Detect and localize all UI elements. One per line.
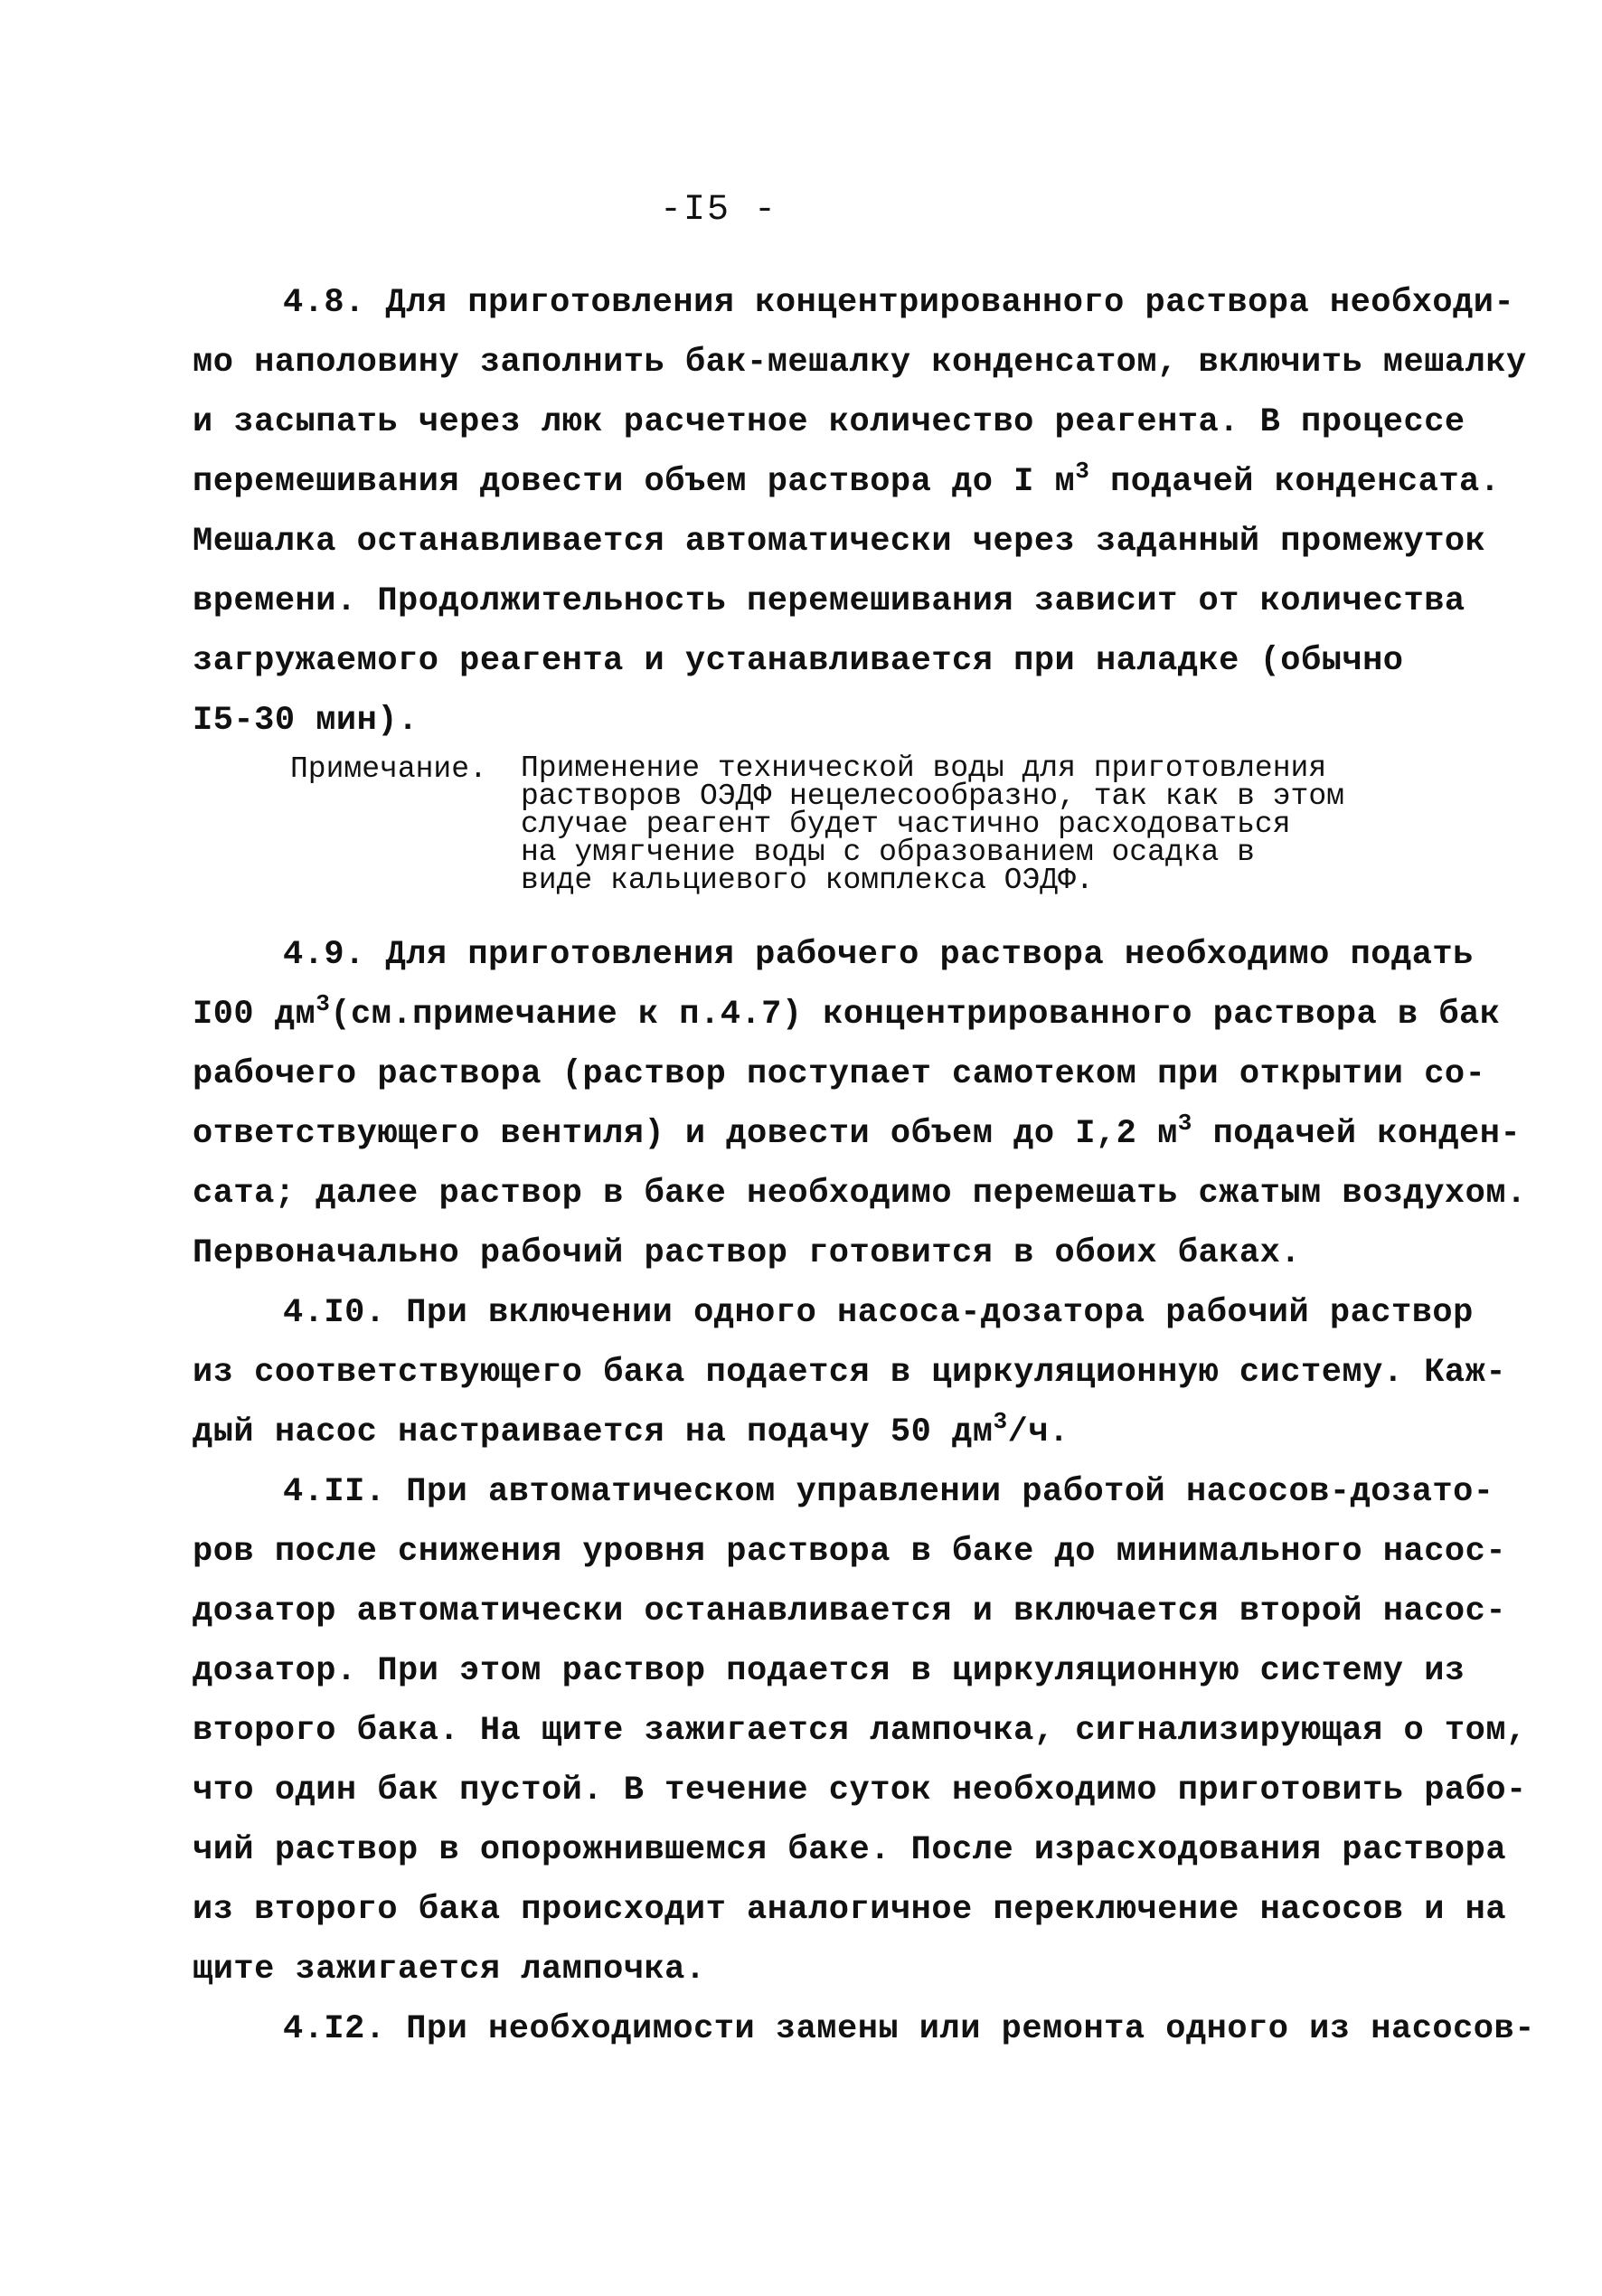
note-line: Применение технической воды для приготовления bbox=[521, 751, 1327, 785]
paragraph-line: мо наполовину заполнить бак-мешалку конденсатом, включить мешалку bbox=[193, 344, 1527, 382]
line-text: подачей конденсата. bbox=[1089, 463, 1501, 501]
paragraph-4-12 bbox=[193, 1999, 1535, 2059]
page-number: -I5 - bbox=[659, 190, 778, 231]
paragraph-line: ров после снижения уровня раствора в баке до минимального насос- bbox=[193, 1533, 1507, 1571]
paragraph-line bbox=[193, 452, 1501, 512]
paragraph-line: из соответствующего бака подается в циркуляционную систему. Каж- bbox=[193, 1354, 1507, 1392]
paragraph-line: дозатор автоматически останавливается и включается второй насос- bbox=[193, 1592, 1507, 1630]
paragraph-line: 4.I0. При включении одного насоса-дозатора рабочий раствор bbox=[283, 1294, 1474, 1332]
paragraph-line: 4.I2. При необходимости замены или ремонта одного из насосов- bbox=[283, 2010, 1535, 2048]
paragraph-line: 4.9. Для приготовления рабочего раствора необходимо подать bbox=[283, 936, 1474, 974]
note-text bbox=[512, 751, 1344, 897]
line-text: подачей конден- bbox=[1192, 1115, 1522, 1153]
superscript: 3 bbox=[993, 1408, 1008, 1435]
note-line: растворов ОЭДФ нецелесообразно, так как в этом bbox=[521, 780, 1344, 813]
paragraph-line: 4.II. При автоматическом управлении работой насосов-дозато- bbox=[283, 1473, 1494, 1511]
line-text: (см.примечание к п.4.7) концентрированного раствора в бак bbox=[330, 996, 1501, 1034]
line-text: перемешивания довести объем раствора до I м bbox=[193, 463, 1076, 501]
paragraph-line: рабочего раствора (раствор поступает самотеком при открытии со- bbox=[193, 1055, 1486, 1093]
line-text: /ч. bbox=[1007, 1413, 1070, 1451]
paragraph-line: 4.8. Для приготовления концентрированного раствора необходи- bbox=[283, 284, 1515, 322]
paragraph-line: сата; далее раствор в баке необходимо перемешать сжатым воздухом. bbox=[193, 1175, 1527, 1213]
paragraph-line bbox=[193, 1403, 1418, 1462]
note-line: случае реагент будет частично расходоваться bbox=[521, 808, 1291, 841]
paragraph-line: Первоначально рабочий раствор готовится в обоих баках. bbox=[193, 1234, 1301, 1272]
paragraph-line: второго бака. На щите зажигается лампочка, сигнализирующая о том, bbox=[193, 1712, 1527, 1750]
paragraph-line: загружаемого реагента и устанавливается при наладке (обычно bbox=[193, 642, 1404, 680]
paragraph-4-8 bbox=[193, 273, 1527, 751]
paragraph-line: I5-30 мин). bbox=[193, 702, 419, 740]
line-text: I00 дм bbox=[193, 996, 316, 1034]
superscript: 3 bbox=[316, 990, 331, 1017]
paragraph-line bbox=[193, 1104, 1522, 1164]
paragraph-line: и засыпать через люк расчетное количество реагента. В процессе bbox=[193, 403, 1465, 441]
note-line: виде кальциевого комплекса ОЭДФ. bbox=[521, 864, 1094, 897]
paragraph-4-11 bbox=[193, 1462, 1527, 1999]
paragraph-line: чий раствор в опорожнившемся баке. После израсходования раствора bbox=[193, 1831, 1507, 1869]
paragraph-line: из второго бака происходит аналогичное переключение насосов и на bbox=[193, 1891, 1507, 1929]
paragraph-4-10 bbox=[193, 1283, 1507, 1462]
paragraph-line: щите зажигается лампочка. bbox=[193, 1951, 706, 1989]
note-label: Примечание. bbox=[290, 752, 487, 786]
paragraph-line: Мешалка останавливается автоматически через заданный промежуток bbox=[193, 523, 1486, 561]
note-line: на умягчение воды с образованием осадка в bbox=[521, 836, 1255, 869]
note-block bbox=[193, 751, 1418, 897]
document-body bbox=[193, 273, 1535, 2059]
superscript: 3 bbox=[1177, 1110, 1192, 1137]
line-text: ответствующего вентиля) и довести объем до I,2 м bbox=[193, 1115, 1178, 1153]
paragraph-line: времени. Продолжительность перемешивания зависит от количества bbox=[193, 582, 1465, 620]
paragraph-line bbox=[193, 985, 1501, 1044]
paragraph-4-9 bbox=[193, 925, 1527, 1283]
superscript: 3 bbox=[1075, 458, 1090, 485]
paragraph-line: что один бак пустой. В течение суток необходимо приготовить рабо- bbox=[193, 1772, 1527, 1809]
paragraph-line: дозатор. При этом раствор подается в циркуляционную систему из bbox=[193, 1652, 1465, 1690]
line-text: дый насос настраивается на подачу 50 дм bbox=[193, 1413, 994, 1451]
